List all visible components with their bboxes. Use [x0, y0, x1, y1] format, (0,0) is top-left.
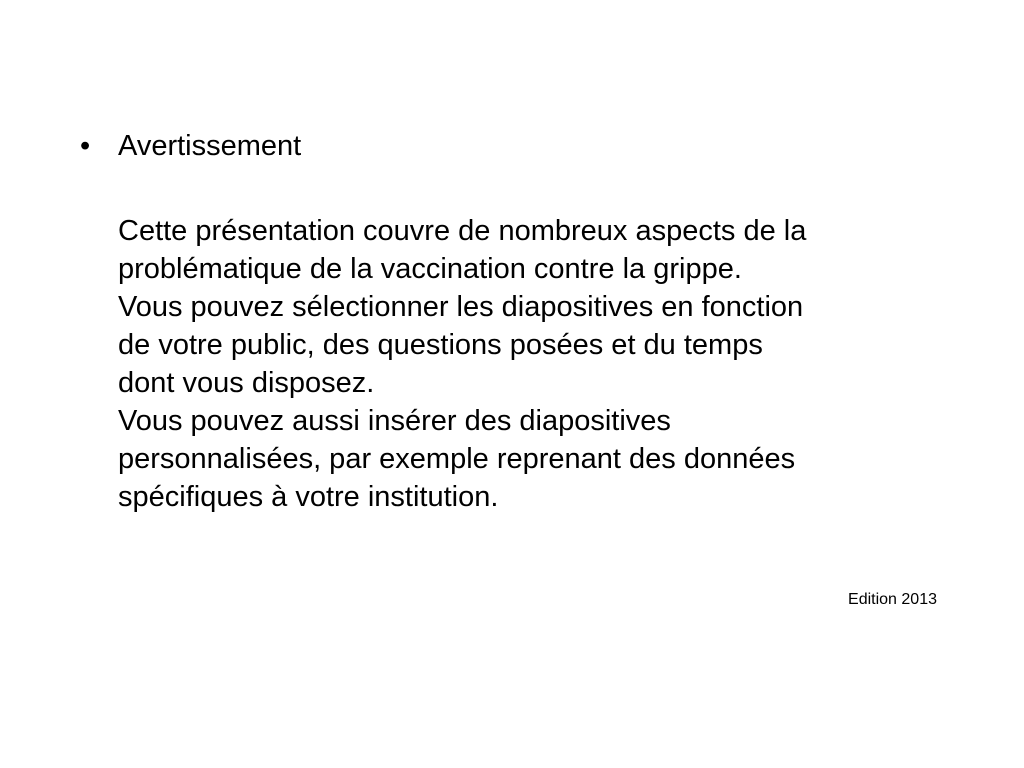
slide-heading: Avertissement [118, 130, 302, 162]
body-line: dont vous disposez. [118, 367, 375, 399]
body-line: Cette présentation couvre de nombreux aspects de la [118, 215, 807, 247]
body-line: Vous pouvez sélectionner les diapositives en fonction [118, 291, 804, 323]
body-line: problématique de la vaccination contre la grippe. [118, 253, 742, 285]
body-line: spécifiques à votre institution. [118, 481, 499, 513]
bullet-marker: • [80, 130, 91, 162]
slide-body [118, 212, 978, 516]
body-line: de votre public, des questions posées et du temps [118, 329, 763, 361]
body-line: personnalisées, par exemple reprenant des données [118, 443, 796, 475]
body-line: Vous pouvez aussi insérer des diapositives [118, 405, 671, 437]
edition-label: Edition 2013 [848, 591, 937, 608]
